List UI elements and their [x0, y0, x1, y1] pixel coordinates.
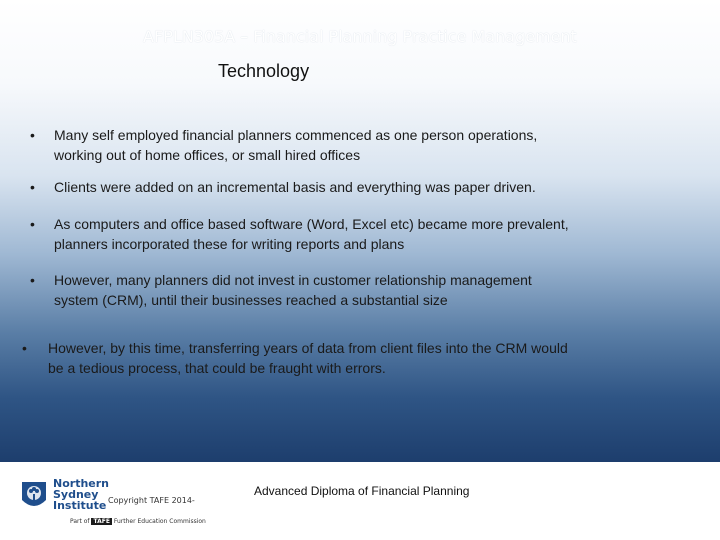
bullet-text-line: As computers and office based software (Word, Excel etc) became more prevalent, — [54, 216, 569, 232]
bullet-text-line: system (CRM), until their businesses reached a substantial size — [54, 292, 448, 308]
footer-course-name: Advanced Diploma of Financial Planning — [254, 484, 470, 498]
tree-emblem-icon — [20, 480, 48, 512]
course-header-title: AFPLN305A – Financial Planning Practice Management — [143, 27, 577, 46]
bullet-text-line: However, by this time, transferring years of data from client files into the CRM would — [48, 340, 568, 356]
bullet-text-line: Clients were added on an incremental basis and everything was paper driven. — [54, 179, 536, 195]
footer-copyright: Copyright TAFE 2014- — [108, 496, 195, 505]
logo-wordmark: Northern Sydney Institute — [53, 477, 109, 512]
bullet-text-line: be a tedious process, that could be fraught with errors. — [48, 360, 386, 376]
slide-subtitle: Technology — [218, 61, 310, 81]
bullet-text-line: Many self employed financial planners commenced as one person operations, — [54, 127, 538, 143]
bullet-text-line: planners incorporated these for writing reports and plans — [54, 236, 405, 252]
bullet-marker: • — [30, 216, 35, 232]
bullet-text-line: working out of home offices, or small hired offices — [54, 147, 361, 163]
bullet-text-line: However, many planners did not invest in customer relationship management — [54, 272, 532, 288]
bullet-marker: • — [30, 179, 35, 195]
bullet-marker: • — [22, 340, 27, 356]
bullet-marker: • — [30, 272, 35, 288]
bullet-marker: • — [30, 127, 35, 143]
logo-part-of-line: Part of TAFE Further Education Commission — [70, 518, 206, 525]
